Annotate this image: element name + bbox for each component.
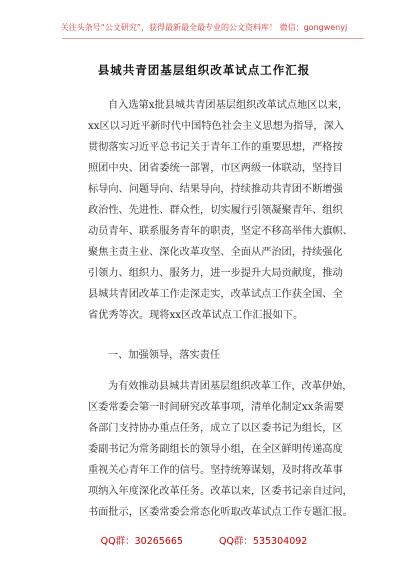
paragraph-line: xx区以习近平新时代中国特色社会主义思想为指导，深入	[88, 121, 344, 132]
paragraph-line: 各部门支持协办重点任务，成立了以区委书记为组长，区	[88, 423, 343, 434]
footer-qq-group-1: QQ群：30265665	[100, 536, 183, 547]
paragraph-line: 项纳入年度深化改革任务。改革以来，区委书记亲自过问，	[88, 486, 353, 497]
paragraph-line: 贯彻落实习近平总书记关于青年工作的重要思想，严格按	[88, 142, 343, 153]
footer	[0, 533, 408, 547]
paragraph-line: 照团中央、团省委统一部署，市区两级一体联动，坚持目	[88, 163, 343, 174]
paragraph-line: 引领力、组织力、服务力，进一步提升大局贡献度，推动	[88, 268, 343, 279]
paragraph-line: 自入选第x批县城共青团基层组织改革试点地区以来，	[108, 100, 349, 111]
document-title: 县城共青团基层组织改革试点工作汇报	[97, 63, 311, 77]
paragraph-line: 政治性、先进性、群众性，切实履行引领凝聚青年、组织	[88, 205, 343, 216]
paragraph-line: 区委常委会第一时间研究改革事项，清单化制定xx条需要	[88, 402, 344, 413]
section-heading: 一、加强领导，落实责任	[108, 350, 221, 361]
paragraph-line: 标导向、问题导向、结果导向，持续推动共青团不断增强	[88, 184, 343, 195]
paragraph-line: 委副书记为常务副组长的领导小组，在全区鲜明传递高度	[88, 444, 343, 455]
paragraph-line: 书面批示，区委常委会常态化听取改革试点工作专题汇报。	[88, 507, 353, 518]
header-divider	[62, 38, 364, 39]
header-banner: 关注头条号“公文研究”，获得最新最全最专业的公文资料库！ 微信：gongwenyj	[60, 23, 348, 32]
paragraph-line: 重视关心青年工作的信号。坚持统筹谋划，及时将改革事	[88, 465, 343, 476]
section-paragraph	[88, 376, 353, 523]
paragraph-line: 为有效推动县城共青团基层组织改革工作，改革伊始，	[108, 381, 353, 392]
paragraph-line: 聚焦主责主业、深化改革攻坚、全面从严治团，持续强化	[88, 247, 343, 258]
intro-paragraph	[88, 95, 353, 326]
paragraph-line: 动员青年、联系服务青年的职责，坚定不移高举伟大旗帜、	[88, 226, 353, 237]
paragraph-line: 省优秀等次。现将xx区改革试点工作汇报如下。	[88, 310, 304, 321]
paragraph-line: 县城共青团改革工作走深走实，改革试点工作获全国、全	[88, 289, 343, 300]
footer-qq-group-2: QQ群：535304092	[218, 536, 308, 547]
